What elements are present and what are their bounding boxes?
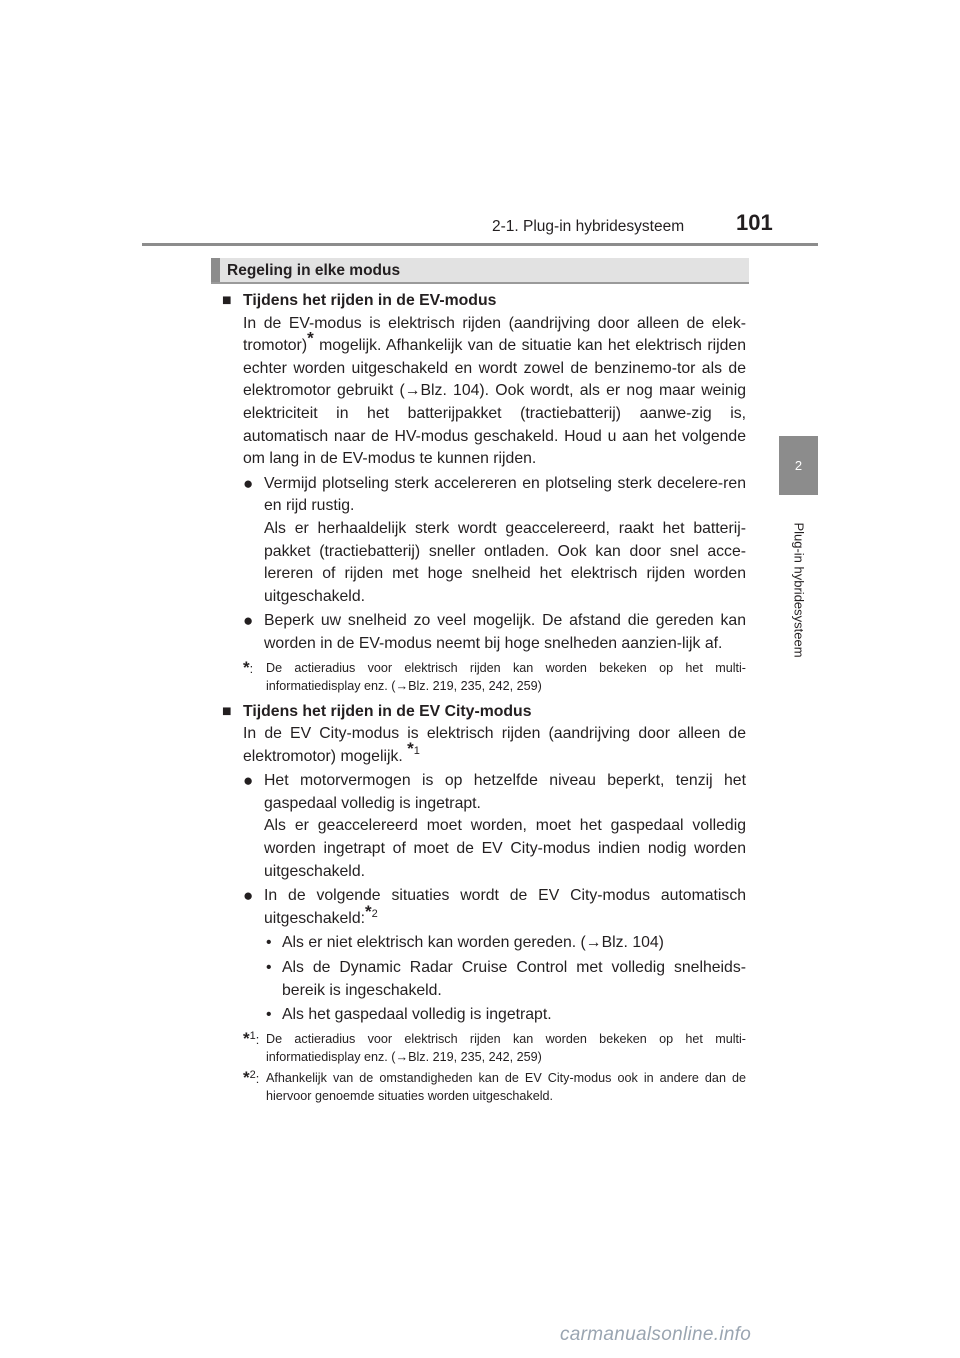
dot-bullet-icon: ● <box>243 473 254 493</box>
list-item <box>264 957 746 1002</box>
footnote-ref-number: 2 <box>371 907 378 920</box>
footnote-colon: : <box>255 1032 260 1047</box>
ev-city-intro-text: In de EV City-modus is elektrisch rijden (aandrijving door alleen de elektromotor) mogelijk. <box>243 725 746 765</box>
footnote-ref-number: 1 <box>413 745 420 758</box>
ev-mode-intro-a: In de EV-modus is elektrisch rijden (aandrijving door alleen de elek-tromotor) <box>243 314 746 355</box>
footnote-colon: : <box>255 1071 260 1086</box>
subheading-ev-mode <box>222 290 746 313</box>
header-rule <box>142 243 818 246</box>
ev-city-footnote-1-text: De actieradius voor elektrisch rijden kan worden bekeken op het multi-informatiedisplay enz. (→Blz. 219, 235, 242, 259) <box>266 1031 746 1064</box>
footnote-colon: : <box>249 661 254 676</box>
dot-bullet-icon: ● <box>243 886 254 906</box>
dash-bullet-icon: • <box>266 1006 272 1024</box>
footnote-ref-2 <box>365 901 378 921</box>
square-bullet-icon: ■ <box>222 292 232 309</box>
ev-city-bullet-1-text: Het motorvermogen is op hetzelfde niveau beperkt, tenzij het gaspedaal volledig is ingetrapt. <box>264 772 746 812</box>
footnote-marker <box>243 1030 266 1066</box>
ev-mode-intro-b: mogelijk. Afhankelijk van de situatie kan het elektrisch rijden echter worden uitgeschakeld en wordt zowel de benzinemo-tor als de elektromotor gebruikt (→Blz. 104). Ook wordt, als er nog maar weinig elektriciteit in het batterijpakket (tractiebatterij) aanwe-zig is, automatisch naar de HV-modus geschakeld. Houd u aan het volgende om lang in de EV-modus te kunnen rijden. <box>243 337 746 468</box>
subheading-ev-mode-text: Tijdens het rijden in de EV-modus <box>243 292 497 309</box>
ev-city-footnote-2 <box>243 1069 746 1105</box>
page-content <box>222 290 746 1111</box>
ev-mode-intro <box>243 313 746 471</box>
footnote-marker <box>243 1069 266 1105</box>
list-item-text: Als de Dynamic Radar Cruise Control met volledig snelheids-bereik is ingeschakeld. <box>282 959 746 999</box>
ev-city-footnote-2-text: Afhankelijk van de omstandigheden kan de EV City-modus ook in andere dan de hiervoor genoemde situaties worden uitgeschakeld. <box>266 1070 746 1103</box>
ev-city-bullet-2-wrap <box>264 885 746 930</box>
list-item-text: Als er niet elektrisch kan worden gereden. (→Blz. 104) <box>282 934 664 952</box>
ev-mode-footnote-text: De actieradius voor elektrisch rijden kan worden bekeken op het multi-informatiedisplay enz. (→Blz. 219, 235, 242, 259) <box>266 660 746 693</box>
ev-city-bullet-1 <box>243 770 746 815</box>
ev-mode-bullet-1 <box>243 473 746 518</box>
section-title: Regeling in elke modus <box>227 262 401 279</box>
asterisk-mark: * <box>243 1067 250 1087</box>
chapter-tab[interactable] <box>779 436 818 495</box>
footnote-number: 2 <box>249 1068 256 1081</box>
footnote-number: 1 <box>249 1029 256 1042</box>
chapter-tab-number: 2 <box>794 458 803 473</box>
asterisk-mark: * <box>407 739 414 759</box>
chapter-tab-label: Plug-in hybridesysteem <box>791 522 807 658</box>
ev-city-bullet-1-follow: Als er geaccelereerd moet worden, moet het gaspedaal volledig worden ingetrapt of moet de EV City-modus indien nodig worden uitgeschakeld. <box>264 817 746 880</box>
dash-bullet-icon: • <box>266 959 272 977</box>
page-number: 101 <box>736 210 773 235</box>
ev-city-bullet-2 <box>243 885 746 930</box>
subheading-ev-city-mode-text: Tijdens het rijden in de EV City-modus <box>243 702 532 720</box>
section-header <box>211 258 749 284</box>
ev-mode-bullet-1-follow: Als er herhaaldelijk sterk wordt geaccelereerd, raakt het batterij-pakket (tractiebatterij) sneller ontladen. Ook kan door snel acce-lereren of rijden met hoge snelheid het elektrisch rijden worden uitgeschakeld. <box>264 519 746 605</box>
ev-city-footnote-1 <box>243 1030 746 1066</box>
asterisk-mark: * <box>307 328 314 348</box>
watermark: carmanualsonline.info <box>560 1324 752 1345</box>
dash-bullet-icon: • <box>266 934 272 952</box>
square-bullet-icon: ■ <box>222 702 232 720</box>
footnote-marker <box>243 659 266 695</box>
subheading-ev-city-mode <box>222 701 746 724</box>
ev-mode-bullet-1-text: Vermijd plotseling sterk accelereren en plotseling sterk decelere-ren en rijd rustig. <box>264 474 746 515</box>
ev-city-intro <box>243 723 746 768</box>
dot-bullet-icon: ● <box>243 771 254 791</box>
list-item <box>264 932 746 955</box>
asterisk-mark: * <box>365 901 372 921</box>
asterisk-mark: * <box>243 657 250 677</box>
ev-city-bullet-2-text: In de volgende situaties wordt de EV City-modus automatisch uitgeschakeld: <box>264 887 746 927</box>
dot-bullet-icon: ● <box>243 611 254 631</box>
ev-mode-bullet-2 <box>243 610 746 655</box>
ev-mode-footnote <box>243 659 746 695</box>
asterisk-mark: * <box>243 1028 250 1048</box>
list-item-text: Als het gaspedaal volledig is ingetrapt. <box>282 1006 552 1024</box>
list-item <box>264 1004 746 1027</box>
footnote-ref-1 <box>407 739 420 759</box>
ev-mode-bullet-2-text: Beperk uw snelheid zo veel mogelijk. De afstand die gereden kan worden in de EV-modus neemt bij hoge snelheden aanzien-lijk af. <box>264 612 746 652</box>
chapter-section-label: 2-1. Plug-in hybridesysteem <box>492 218 685 235</box>
section-header-bar <box>211 258 220 282</box>
